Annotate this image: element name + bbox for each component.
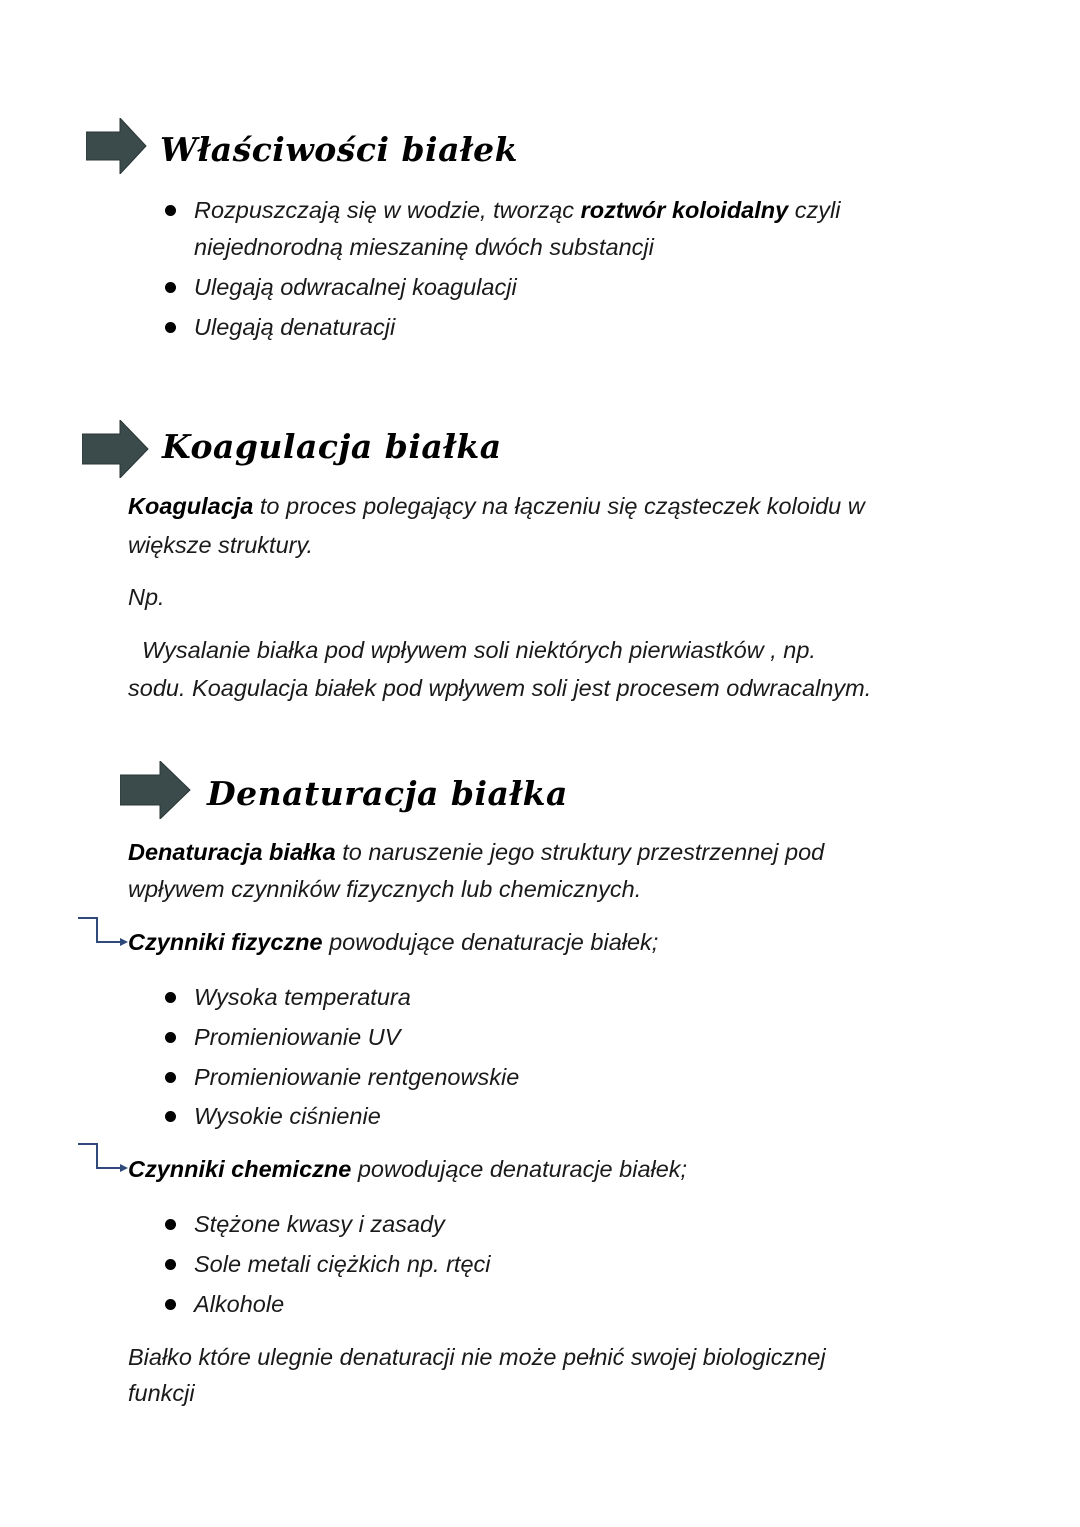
chemical-factors-heading xyxy=(128,1154,687,1184)
text: powodujące denaturacje białek; xyxy=(322,929,659,955)
bold-term: roztwór koloidalny xyxy=(580,197,789,223)
bold-term: Koagulacja xyxy=(128,493,254,519)
list-item: Ulegają denaturacji xyxy=(194,314,396,340)
text: powodujące denaturacje białek; xyxy=(351,1156,688,1182)
bold-term: Denaturacja białka xyxy=(128,839,336,865)
example-label: Np. xyxy=(128,584,165,610)
conclusion-continuation: funkcji xyxy=(128,1380,195,1406)
heading-denaturacja: Denaturacja białka xyxy=(207,774,568,813)
bold-term: Czynniki chemiczne xyxy=(128,1156,352,1182)
elbow-arrow-icon xyxy=(78,916,130,948)
example-text: sodu. Koagulacja białek pod wpływem soli jest procesem odwracalnym. xyxy=(128,675,872,701)
example-text: Wysalanie białka pod wpływem soli niektórych pierwiastków , np. xyxy=(142,637,816,663)
list-item: Sole metali ciężkich np. rtęci xyxy=(194,1251,491,1277)
right-arrow-icon xyxy=(120,761,192,819)
list-item: Stężone kwasy i zasady xyxy=(194,1211,445,1237)
definition xyxy=(128,837,824,867)
text: to proces polegający na łączeniu się cząsteczek koloidu w xyxy=(253,493,865,519)
definition-continuation: większe struktury. xyxy=(128,532,313,558)
conclusion: Białko które ulegnie denaturacji nie może pełnić swojej biologicznej xyxy=(128,1344,826,1370)
bullet-icon xyxy=(165,992,176,1003)
physical-factors-heading xyxy=(128,927,658,957)
list-item: Ulegają odwracalnej koagulacji xyxy=(194,274,517,300)
list-item: Wysoka temperatura xyxy=(194,984,411,1010)
bullet-icon xyxy=(165,1219,176,1230)
right-arrow-icon xyxy=(86,118,148,174)
list-item xyxy=(194,195,840,225)
bullet-icon xyxy=(165,1299,176,1310)
elbow-arrow-icon xyxy=(78,1142,130,1174)
definition-continuation: wpływem czynników fizycznych lub chemicznych. xyxy=(128,876,642,902)
text: Rozpuszczają się w wodzie, tworząc xyxy=(194,197,581,223)
list-item: Alkohole xyxy=(194,1291,285,1317)
bullet-icon xyxy=(165,282,176,293)
bold-term: Czynniki fizyczne xyxy=(128,929,323,955)
bullet-icon xyxy=(165,1072,176,1083)
text: to naruszenie jego struktury przestrzennej pod xyxy=(335,839,825,865)
list-item: Promieniowanie rentgenowskie xyxy=(194,1064,520,1090)
right-arrow-icon xyxy=(82,420,150,478)
list-item: Wysokie ciśnienie xyxy=(194,1103,381,1129)
definition xyxy=(128,491,865,521)
bullet-icon xyxy=(165,1259,176,1270)
bullet-icon xyxy=(165,1032,176,1043)
heading-koagulacja: Koagulacja białka xyxy=(162,427,502,466)
list-item: Promieniowanie UV xyxy=(194,1024,401,1050)
list-item-continuation: niejednorodną mieszaninę dwóch substancji xyxy=(194,234,654,260)
text: czyli xyxy=(788,197,841,223)
bullet-icon xyxy=(165,322,176,333)
heading-wlasciwosci: Właściwości białek xyxy=(160,130,519,169)
bullet-icon xyxy=(165,1111,176,1122)
bullet-icon xyxy=(165,205,176,216)
